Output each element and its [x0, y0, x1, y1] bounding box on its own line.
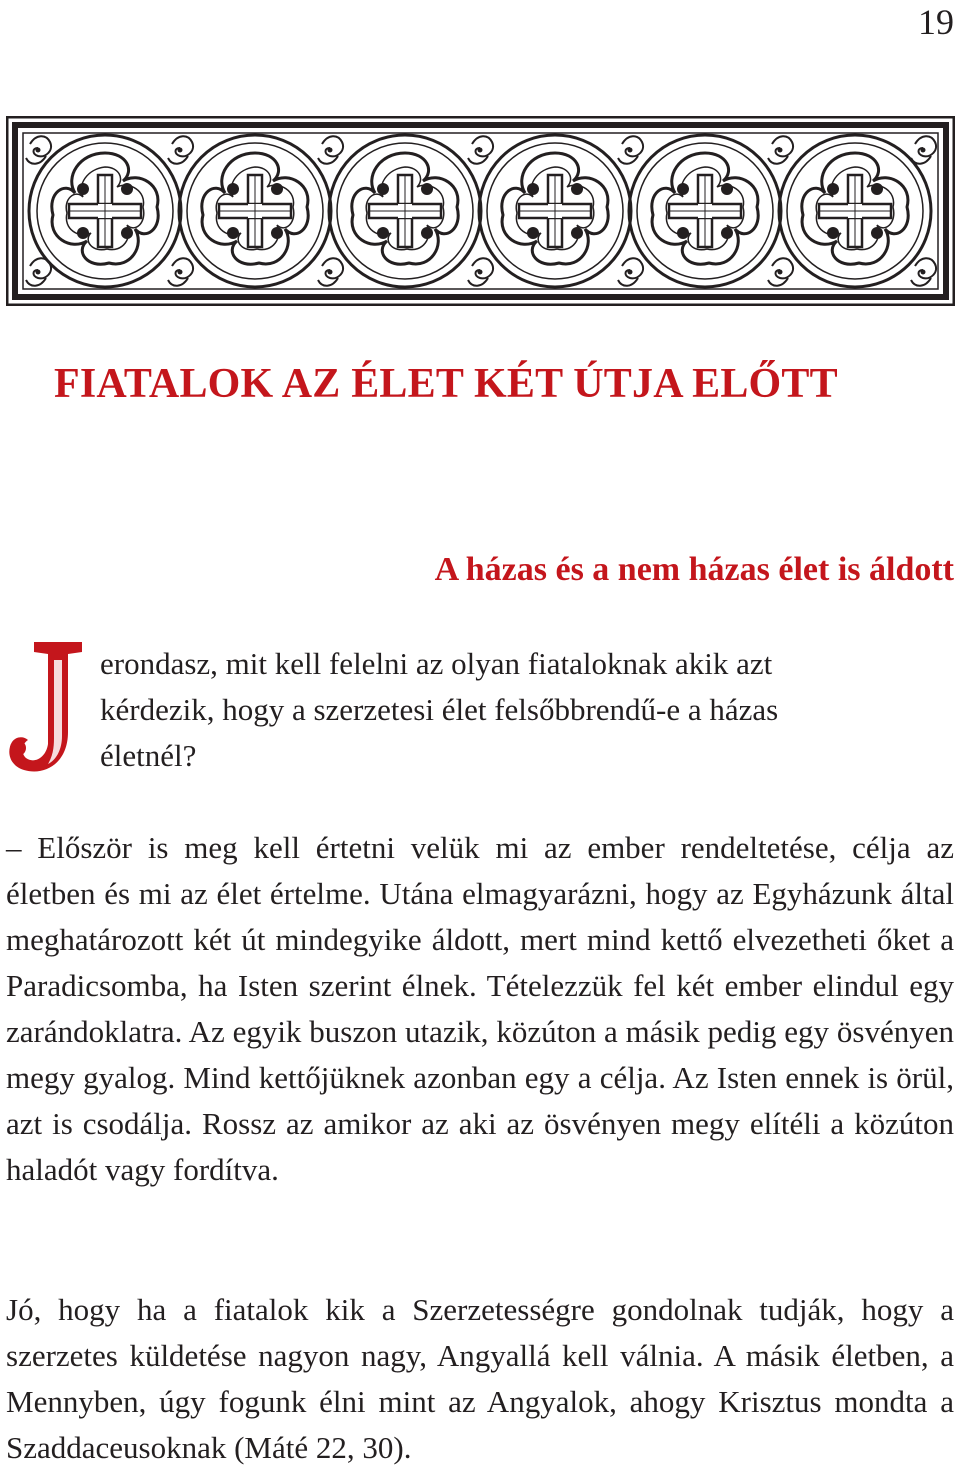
question-line: életnél? — [100, 738, 197, 773]
chapter-subtitle: A házas és a nem házas élet is áldott — [434, 551, 954, 588]
byzantine-cross-frieze-icon — [6, 116, 955, 306]
question-text — [100, 641, 954, 779]
dropcap-letter-j — [4, 640, 90, 780]
question-line: kérdezik, hogy a szerzetesi élet felsőbbrendű-e a házas — [100, 692, 779, 727]
answer-paragraph-1: – Először is meg kell értetni velük mi az ember rendeltetése, célja az életben és mi az élet értelme. Utána elmagyarázni, hogy az Egyházunk által meghatározott két út mindegyike áldott, mert mind kettő elvezetheti őket a Paradicsomba, ha Isten szerint élnek. Tételezzük fel két ember elindul egy zarándoklatra. Az egyik buszon utazik, közúton a másik pedig egy ösvényen megy gyalog. Mind kettőjüknek azonban egy a célja. Az Isten ennek is örül, azt is csodálja. Rossz az amikor az aki az ösvényen megy elítéli a közúton haladót vagy fordítva. — [6, 830, 954, 1187]
page-number: 19 — [918, 2, 954, 42]
question-line: erondasz, mit kell felelni az olyan fiataloknak akik azt — [100, 646, 773, 681]
answer-paragraph-2: Jó, hogy ha a fiatalok kik a Szerzetességre gondolnak tudják, hogy a szerzetes küldetése nagyon nagy, Angyallá kell válnia. A másik életben, a Mennyben, úgy fogunk élni mint az Angyalok, ahogy Krisztus mondta a Szaddaceusoknak (Máté 22, 30). — [6, 1292, 954, 1465]
chapter-title: FIATALOK AZ ÉLET KÉT ÚTJA ELŐTT — [54, 361, 838, 407]
